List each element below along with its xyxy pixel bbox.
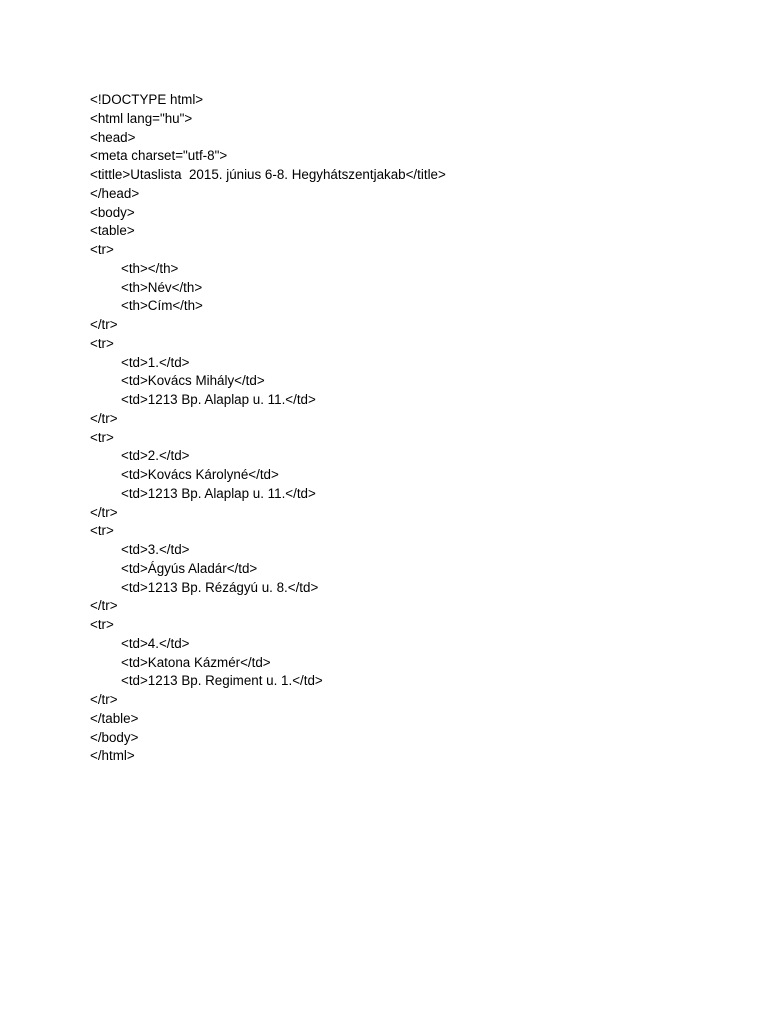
code-line: <td>1.</td> — [121, 354, 190, 370]
code-line: <head> — [90, 129, 136, 145]
code-line: <tittle>Utaslista 2015. június 6-8. Hegyhátszentjakab</title> — [90, 167, 446, 182]
code-line: </tr> — [90, 504, 118, 520]
code-line: <th>Név</th> — [121, 279, 203, 295]
code-line: </tr> — [90, 598, 118, 614]
code-line: <td>1213 Bp. Rézágyú u. 8.</td> — [121, 579, 319, 595]
code-line: <td>Ágyús Aladár</td> — [121, 560, 258, 576]
code-line: </tr> — [90, 410, 118, 426]
code-line: <td>1213 Bp. Alaplap u. 11.</td> — [121, 392, 316, 407]
code-line: <html lang="hu"> — [90, 110, 193, 126]
code-line: <tr> — [90, 242, 114, 257]
code-line: <th></th> — [121, 260, 179, 276]
code-line: <td>Kovács Mihály</td> — [121, 373, 265, 389]
code-line: <tr> — [90, 523, 114, 539]
code-line: <td>Kovács Károlyné</td> — [121, 467, 279, 482]
code-line: <td>3.</td> — [121, 542, 190, 557]
code-line: </tr> — [90, 692, 118, 707]
code-line: <meta charset="utf-8"> — [90, 148, 228, 164]
code-line: <!DOCTYPE html> — [90, 92, 204, 107]
code-line: <body> — [90, 204, 135, 220]
code-line: <table> — [90, 223, 135, 239]
code-line: <th>Cím</th> — [121, 298, 203, 314]
code-line: </head> — [90, 185, 140, 201]
code-line: <tr> — [90, 429, 114, 445]
code-line: </html> — [90, 748, 135, 764]
code-line: <td>2.</td> — [121, 448, 190, 464]
code-line: <td>4.</td> — [121, 635, 190, 651]
code-line: </body> — [90, 729, 139, 745]
code-line: <td>1213 Bp. Alaplap u. 11.</td> — [121, 485, 316, 501]
code-line: <td>Katona Kázmér</td> — [121, 654, 271, 670]
code-line: <tr> — [90, 617, 114, 632]
code-line: </table> — [90, 710, 139, 726]
code-line: </tr> — [90, 317, 118, 332]
code-line: <td>1213 Bp. Regiment u. 1.</td> — [121, 673, 323, 689]
html-source-text — [90, 91, 730, 766]
code-line: <tr> — [90, 335, 114, 351]
